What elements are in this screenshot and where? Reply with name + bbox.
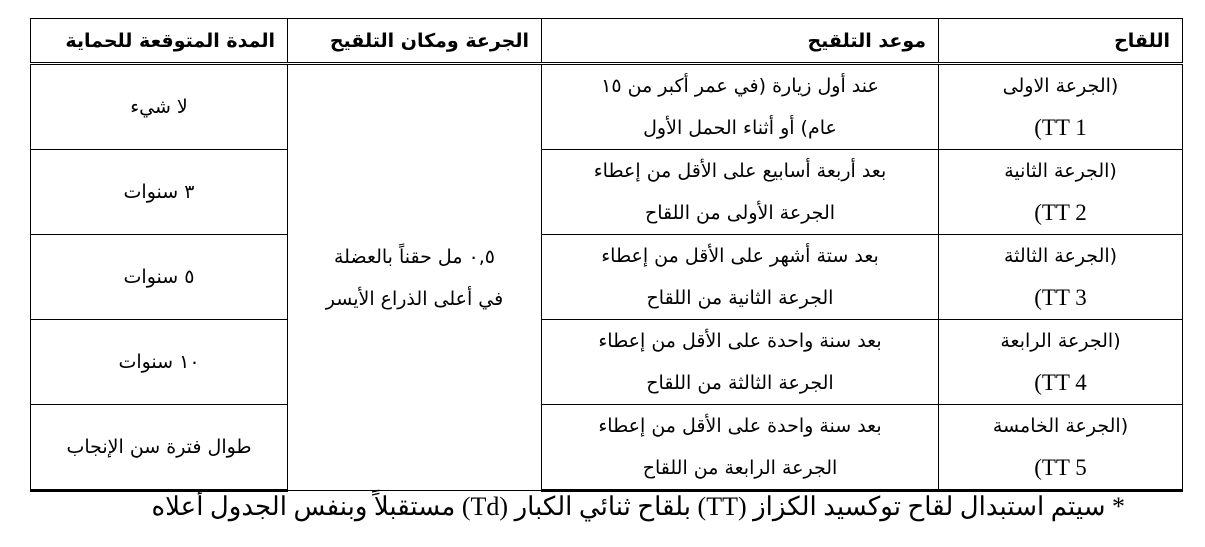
timing-cell bbox=[542, 320, 939, 405]
dose-code: TT 4) bbox=[1034, 370, 1087, 395]
dose-code: TT 1) bbox=[1034, 115, 1087, 140]
protection-cell: ٣ سنوات bbox=[31, 150, 288, 235]
dose-name: (الجرعة الرابعة bbox=[1000, 330, 1121, 352]
timing-line-2: عام) أو أثناء الحمل الأول bbox=[643, 117, 837, 139]
footnote: * سيتم استبدال لقاح توكسيد الكزاز (TT) بلقاح ثنائي الكبار (Td) مستقبلاً وبنفس الجدول أعلاه bbox=[151, 492, 1125, 521]
timing-line-1: بعد سنة واحدة على الأقل من إعطاء bbox=[598, 330, 882, 352]
dose-code: TT 5) bbox=[1034, 455, 1087, 480]
dose-cell bbox=[939, 64, 1183, 150]
table-row bbox=[31, 320, 1183, 405]
protection-cell: ٥ سنوات bbox=[31, 235, 288, 320]
timing-cell bbox=[542, 150, 939, 235]
timing-cell bbox=[542, 405, 939, 491]
dose-site-line-2: في أعلى الذراع الأيسر bbox=[325, 287, 504, 310]
table-row bbox=[31, 64, 1183, 150]
protection-cell: لا شيء bbox=[31, 64, 288, 150]
dose-cell bbox=[939, 150, 1183, 235]
dose-code: TT 3) bbox=[1034, 285, 1087, 310]
timing-cell bbox=[542, 64, 939, 150]
dose-site-cell bbox=[288, 64, 542, 491]
protection-cell: طوال فترة سن الإنجاب bbox=[31, 405, 288, 491]
header-protection: المدة المتوقعة للحماية bbox=[31, 19, 288, 64]
dose-name: (الجرعة الثالثة bbox=[1003, 245, 1118, 267]
timing-line-1: عند أول زيارة (في عمر أكبر من ١٥ bbox=[601, 75, 879, 97]
timing-line-1: بعد ستة أشهر على الأقل من إعطاء bbox=[601, 245, 879, 267]
timing-line-2: الجرعة الثانية من اللقاح bbox=[646, 287, 834, 309]
dose-code: TT 2) bbox=[1034, 200, 1087, 225]
table-row bbox=[31, 150, 1183, 235]
table-row bbox=[31, 405, 1183, 491]
timing-line-1: بعد سنة واحدة على الأقل من إعطاء bbox=[598, 415, 882, 437]
tetanus-vaccine-schedule-table bbox=[30, 18, 1183, 492]
header-vaccine: اللقاح bbox=[939, 19, 1183, 64]
dose-name: (الجرعة الخامسة bbox=[992, 415, 1129, 437]
header-dose-site: الجرعة ومكان التلقيح bbox=[288, 19, 542, 64]
dose-cell bbox=[939, 405, 1183, 491]
timing-line-2: الجرعة الثالثة من اللقاح bbox=[646, 372, 834, 394]
dose-name: (الجرعة الثانية bbox=[1004, 160, 1117, 182]
timing-cell bbox=[542, 235, 939, 320]
dose-name: (الجرعة الاولى bbox=[1002, 75, 1119, 97]
timing-line-2: الجرعة الأولى من اللقاح bbox=[644, 202, 836, 224]
dose-cell bbox=[939, 235, 1183, 320]
timing-line-2: الجرعة الرابعة من اللقاح bbox=[642, 457, 838, 479]
dose-site-line-1: ٠,٥ مل حقناً بالعضلة bbox=[333, 245, 495, 268]
table-header-row bbox=[31, 19, 1183, 64]
header-timing: موعد التلقيح bbox=[542, 19, 939, 64]
table-row bbox=[31, 235, 1183, 320]
protection-cell: ١٠ سنوات bbox=[31, 320, 288, 405]
dose-cell bbox=[939, 320, 1183, 405]
timing-line-1: بعد أربعة أسابيع على الأقل من إعطاء bbox=[593, 160, 887, 182]
